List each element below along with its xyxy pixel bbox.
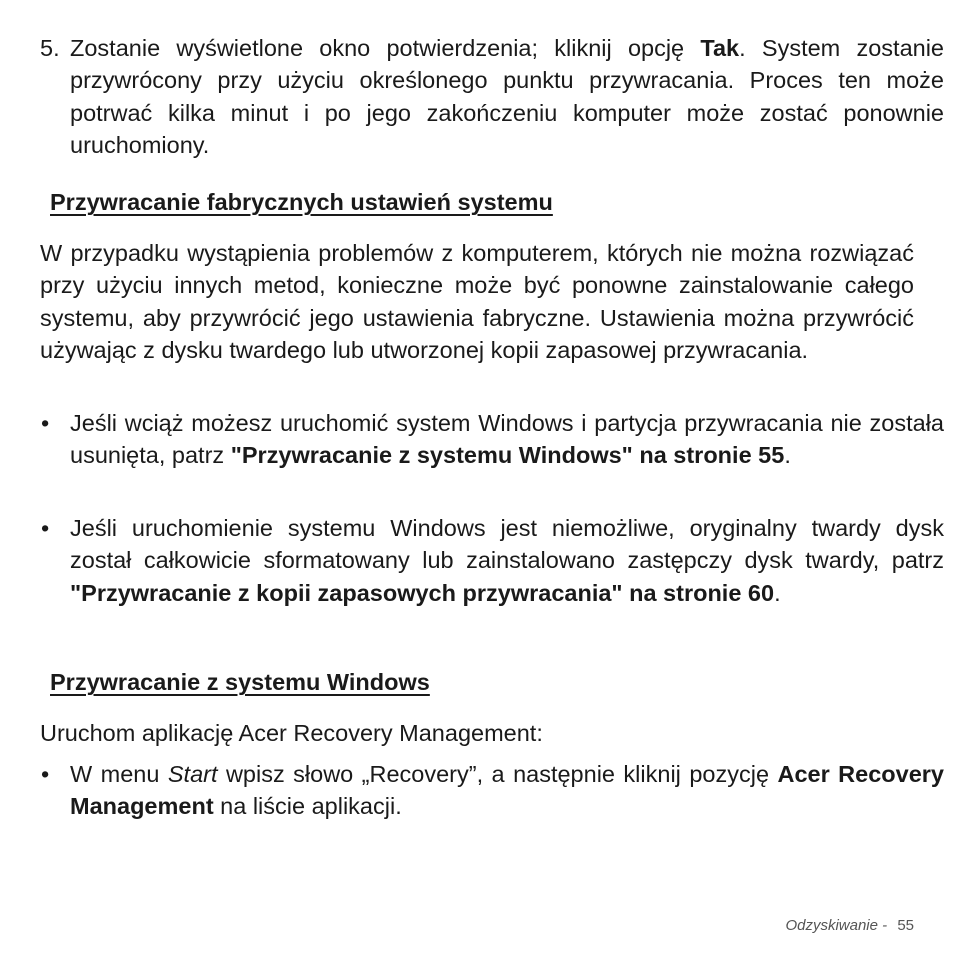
- section-heading-text: Przywracanie fabrycznych ustawień systemu: [50, 189, 553, 215]
- step-text-before: Zostanie wyświetlone okno potwierdzenia; kliknij opcję: [70, 35, 701, 61]
- section-heading-text: Przywracanie z systemu Windows: [50, 669, 430, 695]
- bullet-marker: •: [41, 410, 50, 436]
- bullet-cross-reference: "Przywracanie z kopii zapasowych przywracania" na stronie 60: [70, 579, 775, 606]
- footer-section-name: Odzyskiwanie -: [785, 917, 892, 934]
- bullet-text-before: Jeśli wciąż możesz uruchomić system Windows i partycja przywracania nie została usunięta, patrz: [70, 410, 944, 469]
- section-intro-line: Uruchom aplikację Acer Recovery Management:: [40, 720, 543, 746]
- bullet-item-windows-start: [40, 407, 944, 472]
- step-bold-option: Tak: [700, 35, 740, 61]
- numbered-step-5: [40, 32, 944, 162]
- bullet-text-after: .: [774, 579, 781, 606]
- bullet-marker: •: [41, 761, 50, 787]
- footer-page-number: 55: [897, 917, 914, 934]
- page-footer: [785, 916, 914, 936]
- bullet-item-start-menu: [40, 758, 944, 823]
- bullet-text-after: .: [784, 442, 791, 469]
- section-intro-paragraph: W przypadku wystąpienia problemów z komputerem, których nie można rozwiązać przy użyciu innych metod, konieczne może być ponowne zainstalowanie całego systemu, aby przywrócić jego ustawienia fabryczne. Ustawienia można przywrócić używając z dysku twardego lub utworzonej kopii zapasowej przywracania.: [40, 240, 914, 364]
- step-text-after: . System zostanie przywrócony przy użyciu określonego punktu przywracania. Proces ten może potrwać kilka minut i po jego zakończeniu komputer może zostać ponownie uruchomiony.: [70, 35, 945, 159]
- bullet-cross-reference: "Przywracanie z systemu Windows" na stronie 55: [230, 442, 785, 469]
- document-page: [40, 0, 945, 954]
- bullet-start-menu-name: Start: [167, 761, 218, 787]
- bullet-item-windows-fails: [40, 512, 944, 609]
- section-heading-factory-reset: [50, 187, 553, 217]
- bullet-text-1: W menu: [70, 761, 168, 787]
- bullet-text-2: wpisz słowo „Recovery”, a następnie kliknij pozycję: [217, 761, 778, 787]
- section-heading-windows-restore: [50, 667, 430, 697]
- bullet-app-name: Acer Recovery Management: [70, 761, 944, 820]
- bullet-text-3: na liście aplikacji.: [213, 793, 402, 820]
- bullet-text-before: Jeśli uruchomienie systemu Windows jest niemożliwe, oryginalny twardy dysk został całkowicie sformatowany lub zainstalowano zastępczy dysk twardy, patrz: [70, 515, 944, 574]
- bullet-marker: •: [41, 515, 50, 541]
- step-number: 5.: [40, 35, 60, 61]
